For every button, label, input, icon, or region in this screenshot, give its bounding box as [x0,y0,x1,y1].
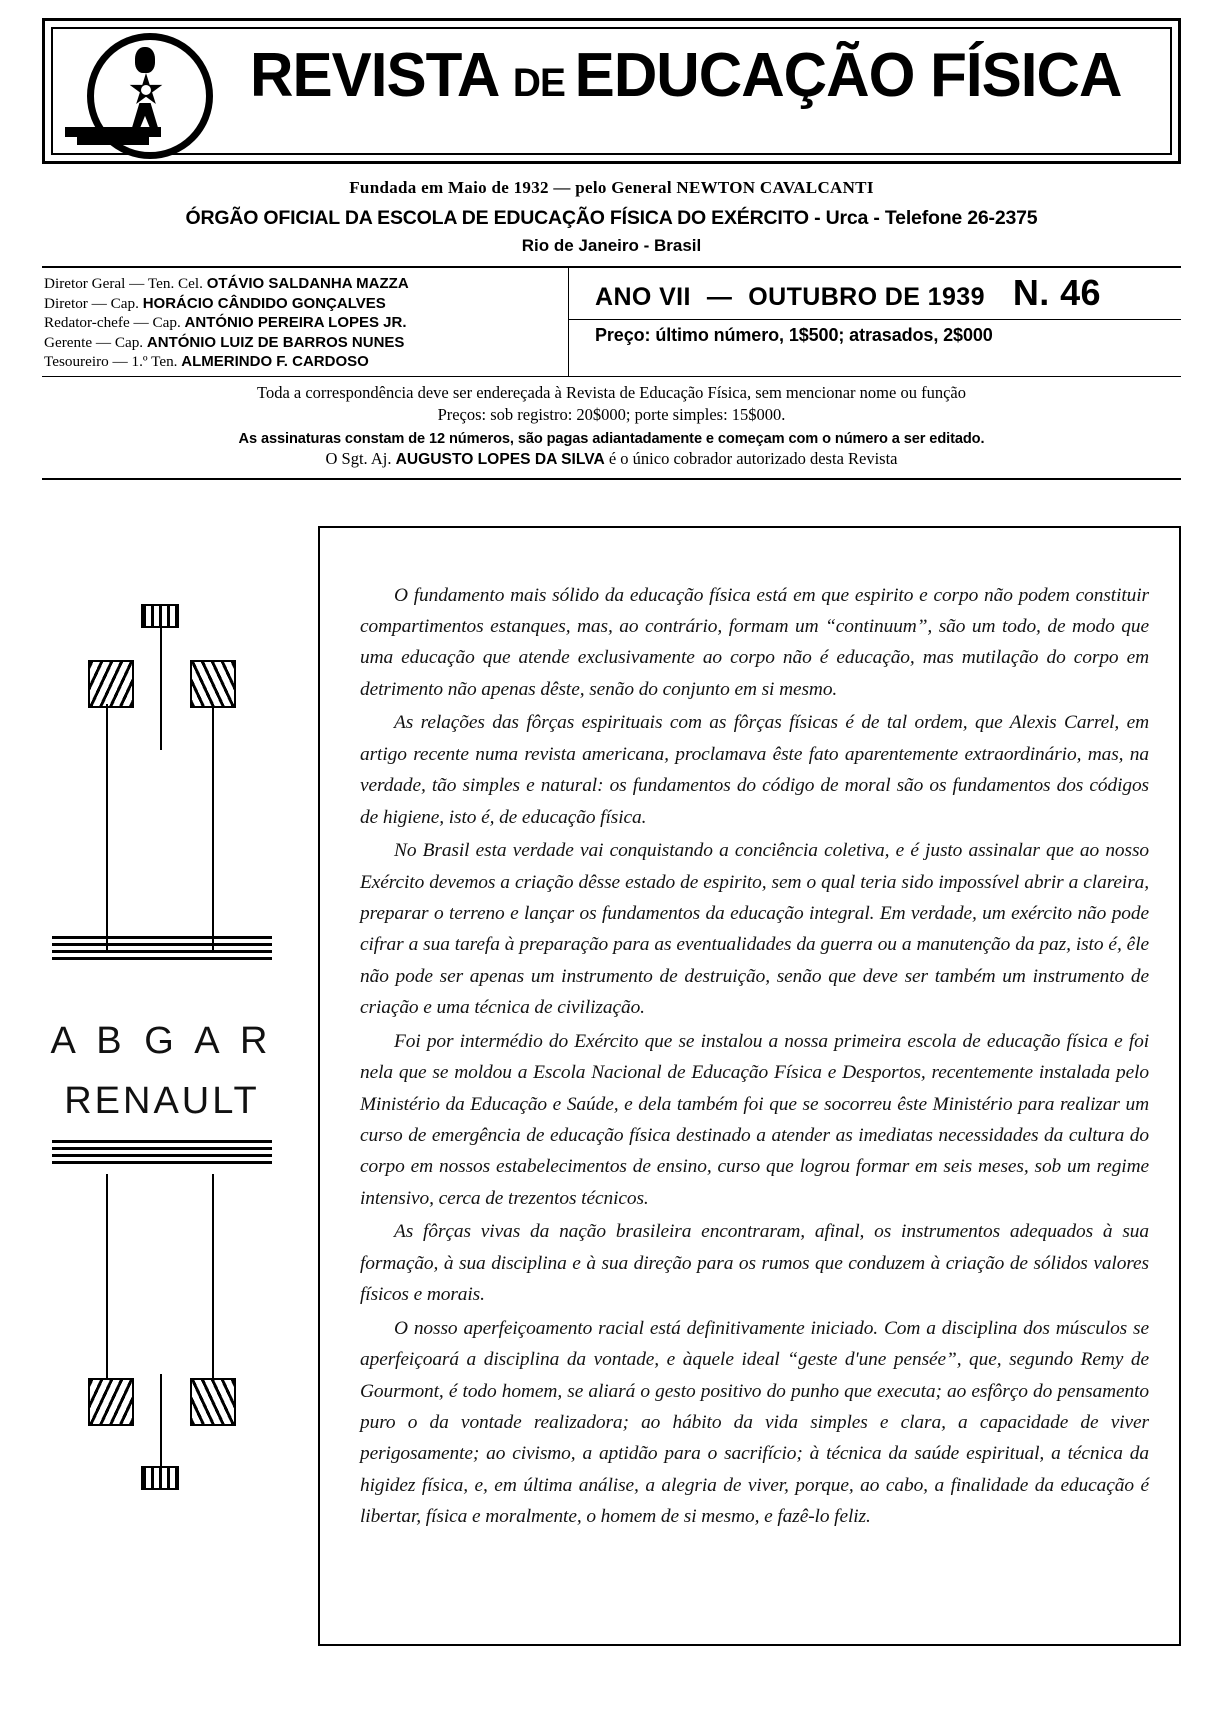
fan-ornament-bottom-right [190,1378,236,1426]
staff-name: OTÁVIO SALDANHA MAZZA [206,275,409,292]
staff-name: ANTÓNIO PEREIRA LOPES JR. [184,314,407,332]
official-organ-line: ÓRGÃO OFICIAL DA ESCOLA DE EDUCAÇÃO FÍSICA DO EXÉRCITO - Urca - Telefone 26-2375 [185,207,1038,229]
notice-collector [42,449,1181,469]
logo-pedestal-bottom [77,137,149,145]
logo-legs-icon [131,103,159,131]
issue-price-divider [569,319,1181,320]
staff-row [44,333,564,353]
decorative-bars-upper [52,936,272,962]
staff-row [44,294,564,314]
staff-name: ANTÓNIO LUIZ DE BARROS NUNES [146,333,405,351]
logo-star-icon [129,73,163,107]
notices-block [42,377,1181,472]
staff-row [44,274,564,294]
chevron-ornament-bottom [141,1466,179,1490]
decorative-bars-lower [52,1140,272,1166]
article-paragraph: As relações das fôrças espirituais com as fôrças físicas é de tal ordem, que Alexis Carrel, em artigo recente numa revista americana, proclamava êste fato aparentemente extraordinário, mas, na verdade, tão simples e natural: os fundamentos do código de moral são os fundamentos dos códigos de higiene, isto é, de educação física. [360,712,1149,828]
title-part-de: DE [512,61,575,105]
article-paragraph: No Brasil esta verdade vai conquistando a conciência coletiva, e é justo assinalar que ao nosso Exército devemos a criação dêsse estado de espirito, sem o qual teria sido impossível abrir a clareira, preparar o terreno e lançar os fundamentos da educação integral. Em verdade, um exército não pode cifrar a sua tarefa à preparação para as eventualidades da guerra ou a manutenção da paz, isto é, êle não pode ser apenas um instrumento de destruição, senão que deve ser também um instrumento de criação e uma técnica de civilização. [360,840,1149,1019]
article-paragraph: O fundamento mais sólido da educação física está em que espirito e corpo não podem constituir compartimentos estanques, mas, ao contrário, formam um “continuum”, são um todo, de modo que uma educação que atende exclusivamente ao corpo não é educação, mas mutilação do corpo em detrimento não apenas dêste, senão do conjunto em si mesmo. [360,584,1149,700]
issue-year: ANO VII [595,283,691,311]
founded-line: Fundada em Maio de 1932 — pelo General NEWTON CAVALCANTI [349,178,874,197]
divider-bottom [42,478,1181,480]
logo-head-icon [135,47,155,73]
notice-collector-post: é o único cobrador autorizado desta Revista [604,448,898,468]
fan-ornament-top-right [190,660,236,708]
notice-collector-pre: O Sgt. Aj. [325,448,396,468]
issue-info [569,268,1181,376]
logo-figure-icon [117,47,173,131]
staff-issue-block [42,268,1181,377]
notice-subscriptions: As assinaturas constam de 12 números, são pagas adiantadamente e começam com o número a ser editado. [238,430,985,447]
staff-list [42,268,569,376]
advertiser-name-line2: RENAULT [64,1079,260,1122]
vertical-rule-center-bottom [160,1374,162,1474]
article-paragraph: Foi por intermédio do Exército que se instalou a nossa primeira escola de educação física e foi nela que se moldou a Escola Nacional de Educação Física e Desportos, recentemente instalada pelo Ministério da Educação e Saúde, e dela também foi que se socorreu êste Ministério para realizar um curso de emergência de educação física destinado a atender as imediatas necessidades da cultura do corpo em nossos estabelecimentos de ensino, curso que logrou formar em seis meses, sob um regime intensivo, cerca de trezentos técnicos. [360,1030,1149,1209]
staff-role: Tesoureiro — 1.º Ten. [44,353,182,371]
issue-date: OUTUBRO DE 1939 [748,283,985,311]
vertical-rule-center-top [160,624,162,750]
article-panel [318,526,1181,1646]
article-body [360,580,1149,1533]
cover-content [42,526,1181,1646]
page-title [250,41,1122,110]
staff-row [44,352,564,372]
vertical-rule-right-top [212,704,214,950]
torch-emblem-logo [59,31,249,147]
staff-role: Diretor Geral — Ten. Cel. [44,275,207,292]
advertisement-column [42,526,304,1646]
staff-role: Gerente — Cap. [44,333,147,351]
notice-correspondence: Toda a correspondência deve ser endereçada à Revista de Educação Física, sem mencionar nome ou função [257,383,966,403]
article-paragraph: As fôrças vivas da nação brasileira encontraram, afinal, os instrumentos adequados à sua formação, à sua disciplina e à sua direção para os rumos que conduzem à criação de sólidos valores físicos e morais. [360,1221,1149,1306]
fan-ornament-bottom-left [88,1378,134,1426]
masthead-banner [42,18,1181,164]
issue-price: Preço: último número, 1$500; atrasados, 2$000 [595,325,993,345]
staff-name: HORÁCIO CÂNDIDO GONÇALVES [142,294,386,312]
staff-role: Redator-chefe — Cap. [44,314,185,332]
staff-role: Diretor — Cap. [44,294,143,312]
city-line: Rio de Janeiro - Brasil [521,236,702,255]
notice-prices: Preços: sob registro: 20$000; porte simples: 15$000. [437,405,786,425]
notice-collector-name: AUGUSTO LOPES DA SILVA [395,450,605,468]
staff-name: ALMERINDO F. CARDOSO [181,353,369,371]
advertiser-name-line1: A B G A R [50,1019,274,1062]
title-part-educacao-fisica: EDUCAÇÃO FÍSICA [574,41,1122,110]
issue-number: N. 46 [1012,272,1101,313]
staff-row [44,313,564,333]
title-part-revista: REVISTA [250,41,513,110]
article-paragraph: O nosso aperfeiçoamento racial está definitivamente iniciado. Com a disciplina dos músculos se aperfeiçoará a disciplina da vontade, e àquele ideal “geste d'une pensée”, que, segundo Remy de Gourmont, é todo homem, se aliará o gesto positivo do punho que executa; ao esfôrço do pensamento puro o da vontade realizadora; ao hábito da vida simples e clara, a capacidade de viver perigosamente; ao civismo, a aptidão para o sacrifício; à técnica da saúde espiritual, a técnica da higidez física, e, em última análise, a alegria de viver, porque, ao cabo, a finalidade da educação é libertar, física e moralmente, o homem de si mesmo, e fazê-lo feliz. [360,1317,1149,1528]
fan-ornament-top-left [88,660,134,708]
issue-line [595,272,1181,314]
vertical-rule-left-top [106,704,108,950]
abgar-renault-advertisement [42,568,282,1588]
issue-dash: — [706,283,733,311]
